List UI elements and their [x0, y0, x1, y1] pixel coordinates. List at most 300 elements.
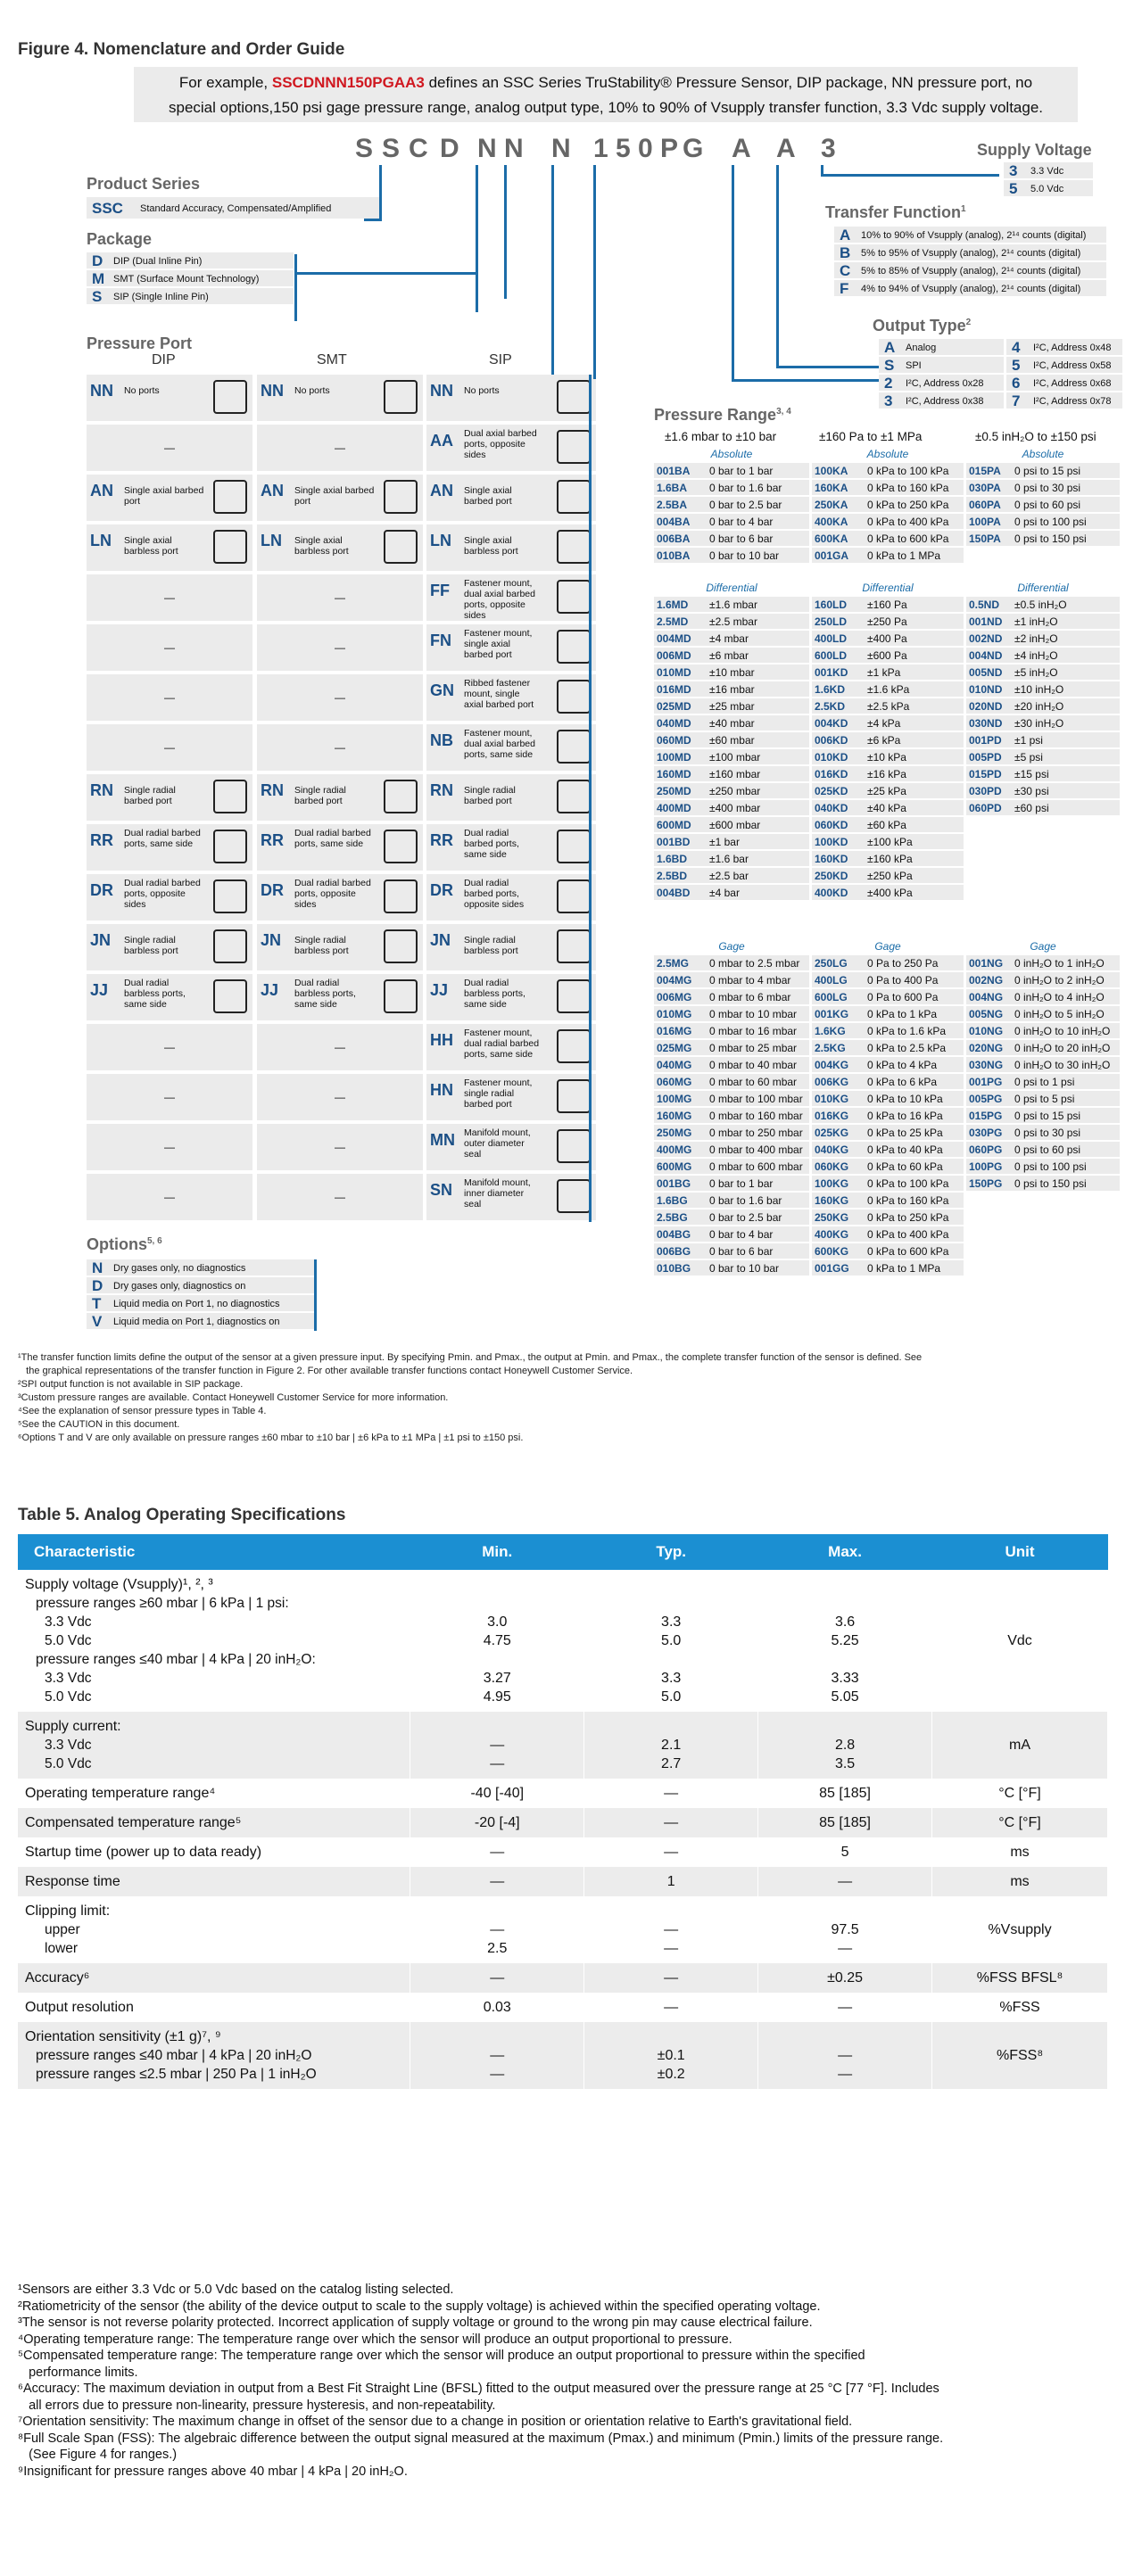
- connector: [504, 165, 507, 299]
- order-code-char: 3: [821, 134, 844, 163]
- range-row: [966, 480, 1120, 497]
- range-code: 004BG: [657, 1228, 691, 1241]
- sensor-icon: [557, 730, 591, 764]
- port-desc: Single axial barbless port: [124, 535, 178, 557]
- port-desc: Dual radial barbed ports, opposite sides: [464, 878, 525, 910]
- range-row: [812, 834, 964, 851]
- code-desc: I²C, Address 0x78: [1033, 396, 1112, 407]
- port-na: —: [164, 442, 175, 454]
- range-code: 016KD: [815, 768, 848, 780]
- spec-value: 3.5: [834, 1756, 856, 1771]
- code-desc: I²C, Address 0x58: [1033, 360, 1112, 371]
- range-value: ±1.6 bar: [709, 853, 749, 865]
- range-row: [654, 1125, 809, 1142]
- range-row: [812, 972, 964, 989]
- range-code: 1.6BD: [657, 853, 688, 865]
- sensor-icon: [557, 929, 591, 963]
- range-row: [812, 732, 964, 749]
- range-value: 0 kPa to 40 kPa: [867, 1144, 943, 1156]
- port-desc: Dual radial barbed ports, same side: [124, 828, 201, 849]
- range-value: ±1.6 kPa: [867, 683, 910, 696]
- range-code: 100KG: [815, 1177, 849, 1190]
- sensor-icon: [213, 830, 247, 863]
- spec-value: 3.33: [831, 1671, 859, 1686]
- sensor-icon: [213, 780, 247, 813]
- figure-footnote: ³Custom pressure ranges are available. Contact Honeywell Customer Service for more information.: [18, 1392, 449, 1403]
- port-cell: [257, 724, 423, 771]
- spec-typ: [584, 1570, 758, 1712]
- range-code: 1.6KD: [815, 683, 846, 696]
- col-characteristic: Characteristic: [18, 1534, 410, 1570]
- spec-value: —: [838, 2000, 853, 2015]
- port-cell: [87, 524, 252, 571]
- figure-footnote: the graphical representations of the transfer function in Figure 2. For other available transfer functions contact Honeywell Customer Service.: [18, 1366, 633, 1376]
- spec-min: [410, 1779, 584, 1808]
- spec-line: Supply current:: [25, 1719, 121, 1734]
- spec-unit: Vdc: [932, 1570, 1108, 1712]
- range-row: [812, 597, 964, 614]
- port-cell: [87, 475, 252, 521]
- range-row: [812, 1006, 964, 1023]
- code-key: 3: [884, 392, 893, 409]
- port-code: AN: [430, 482, 453, 500]
- range-code: 001PD: [969, 734, 1002, 747]
- port-code: GN: [430, 681, 454, 699]
- range-row: [812, 749, 964, 766]
- spec-value: [592, 1650, 750, 1669]
- range-code: 001KD: [815, 666, 848, 679]
- spec-value: —: [664, 2000, 679, 2015]
- figure-title: Figure 4. Nomenclature and Order Guide: [18, 40, 345, 59]
- port-desc: Single radial barbless port: [294, 935, 349, 956]
- port-na: —: [335, 442, 345, 454]
- port-cell: [87, 774, 252, 821]
- code-desc: Analog: [906, 343, 937, 353]
- figure-footnote: ⁶Options T and V are only available on pressure ranges ±60 mbar to ±10 bar | ±6 kPa to ±1 MPa | ±1 psi to ±150 psi.: [18, 1432, 524, 1443]
- spec-line: Accuracy⁶: [25, 1970, 90, 1986]
- order-code-char: S: [382, 134, 409, 163]
- range-value: 0 inH₂O to 5 inH₂O: [1014, 1008, 1105, 1020]
- range-value: ±600 Pa: [867, 649, 907, 662]
- range-value: ±1 kPa: [867, 666, 901, 679]
- connector: [732, 165, 734, 379]
- spec-value: —: [838, 2048, 853, 2063]
- spec-value: —: [490, 2067, 505, 2082]
- differential-ranges: [812, 580, 964, 902]
- range-code: 160MG: [657, 1110, 692, 1122]
- code-row: [879, 339, 1004, 357]
- port-desc: Single radial barbed port: [124, 785, 176, 806]
- spec-characteristic: [18, 1712, 410, 1779]
- code-key: 6: [1012, 375, 1021, 392]
- range-code: 2.5BG: [657, 1211, 688, 1224]
- package-title: Package: [87, 230, 153, 248]
- range-value: 0 kPa to 250 kPa: [867, 1211, 949, 1224]
- port-na: —: [335, 1191, 345, 1203]
- range-row: [966, 1125, 1120, 1142]
- spec-min: [410, 1808, 584, 1837]
- spec-max: [758, 1779, 932, 1808]
- order-code-char: 5: [616, 134, 639, 163]
- spec-characteristic: [18, 1993, 410, 2022]
- range-value: ±30 psi: [1014, 785, 1049, 797]
- range-value: 0 bar to 1 bar: [709, 1177, 774, 1190]
- range-code: 400LD: [815, 632, 848, 645]
- range-code: 001GG: [815, 1262, 849, 1275]
- spec-row: [18, 1963, 1108, 1993]
- code-row: [834, 244, 1106, 262]
- range-code: 030PG: [969, 1127, 1003, 1139]
- range-value: 0 kPa to 100 kPa: [867, 1177, 949, 1190]
- spec-value: [765, 1575, 924, 1594]
- port-cell: [257, 974, 423, 1020]
- port-cell: [426, 974, 596, 1020]
- port-desc: Dual radial barbless ports, same side: [124, 978, 186, 1010]
- range-code: 400MG: [657, 1144, 692, 1156]
- range-code: 2.5MD: [657, 615, 689, 628]
- spec-line: pressure ranges ≤40 mbar | 4 kPa | 20 inH₂O:: [36, 1652, 316, 1667]
- code-row: [1006, 339, 1122, 357]
- range-row: [812, 1210, 964, 1226]
- absolute-ranges: [966, 446, 1120, 548]
- range-value: ±6 kPa: [867, 734, 901, 747]
- port-desc: No ports: [124, 385, 160, 396]
- range-row: [966, 698, 1120, 715]
- range-code: 060PA: [969, 499, 1001, 511]
- range-value: ±10 inH₂O: [1014, 683, 1064, 696]
- range-row: [966, 614, 1120, 631]
- range-value: ±160 Pa: [867, 599, 907, 611]
- range-row: [654, 972, 809, 989]
- range-code: 2.5MG: [657, 957, 690, 970]
- port-code: NN: [430, 382, 453, 400]
- spec-line: Orientation sensitivity (±1 g)⁷, ⁹: [25, 2029, 221, 2044]
- range-row: [966, 681, 1120, 698]
- port-cell: [426, 774, 596, 821]
- spec-row: [18, 2022, 1108, 2089]
- spec-unit: ms: [932, 1837, 1108, 1867]
- code-row: [87, 1313, 314, 1331]
- range-row: [966, 1159, 1120, 1176]
- code-row: [834, 262, 1106, 280]
- range-row: [654, 1057, 809, 1074]
- table5-note: ²Ratiometricity of the sensor (the ability of the device output to scale to the supply voltage) is achieved within the specified operating voltage.: [18, 2299, 821, 2314]
- range-code: 010KG: [815, 1093, 849, 1105]
- code-desc: SIP (Single Inline Pin): [113, 292, 209, 302]
- range-code: 060PG: [969, 1144, 1003, 1156]
- range-code: 002NG: [969, 974, 1004, 987]
- spec-value: 4.75: [483, 1633, 511, 1648]
- spec-line: Compensated temperature range⁵: [25, 1815, 242, 1830]
- port-cell: [426, 425, 596, 471]
- range-row: [654, 834, 809, 851]
- range-row: [812, 817, 964, 834]
- range-value: ±40 mbar: [709, 717, 755, 730]
- spec-min: [410, 1712, 584, 1779]
- range-row: [812, 1243, 964, 1260]
- range-code: 002ND: [969, 632, 1003, 645]
- range-code: 010ND: [969, 683, 1003, 696]
- port-na: —: [335, 741, 345, 754]
- range-row: [812, 548, 964, 565]
- range-row: [654, 766, 809, 783]
- port-cell: [426, 1074, 596, 1120]
- range-row: [812, 715, 964, 732]
- spec-value: ±0.25: [827, 1970, 864, 1986]
- range-value: ±2.5 kPa: [867, 700, 910, 713]
- product-series-box: SSC Standard Accuracy, Compensated/Amplified: [87, 197, 381, 220]
- spec-max: [758, 1993, 932, 2022]
- range-value: 0 mbar to 6 mbar: [709, 991, 791, 1003]
- port-code: NN: [90, 382, 113, 400]
- code-row: [87, 1277, 314, 1295]
- spec-row: [18, 1993, 1108, 2022]
- port-cell: [257, 1124, 423, 1170]
- sensor-icon: [557, 830, 591, 863]
- port-cell: [426, 874, 596, 921]
- spec-characteristic: [18, 1867, 410, 1896]
- spec-max: [758, 1963, 932, 1993]
- range-code: 250KG: [815, 1211, 849, 1224]
- range-code: 400LG: [815, 974, 848, 987]
- code-key: S: [92, 288, 103, 305]
- spec-min: [410, 1993, 584, 2022]
- port-cell: [426, 1174, 596, 1220]
- range-code: 250LD: [815, 615, 848, 628]
- range-value: ±2.5 mbar: [709, 615, 757, 628]
- table5-note: (See Figure 4 for ranges.): [18, 2448, 178, 2462]
- spec-min: [410, 2022, 584, 2089]
- range-row: [966, 514, 1120, 531]
- range-code: 160MD: [657, 768, 691, 780]
- port-cell: [87, 974, 252, 1020]
- spec-value: —: [664, 1922, 679, 1937]
- range-value: 0 mbar to 600 mbar: [709, 1160, 803, 1173]
- spec-value: [592, 2027, 750, 2046]
- range-code: 006BA: [657, 533, 691, 545]
- port-desc: Single axial barbless port: [464, 535, 518, 557]
- range-code: 250MD: [657, 785, 691, 797]
- spec-typ: [584, 1837, 758, 1867]
- spec-typ: [584, 1867, 758, 1896]
- range-value: 0 kPa to 600 kPa: [867, 1245, 949, 1258]
- code-row: [879, 375, 1004, 392]
- range-value: 0 kPa to 1.6 kPa: [867, 1025, 947, 1037]
- range-value: ±6 mbar: [709, 649, 749, 662]
- spec-unit: %Vsupply: [932, 1896, 1108, 1963]
- range-value: 0 mbar to 10 mbar: [709, 1008, 798, 1020]
- code-row: [1006, 357, 1122, 375]
- port-desc: Single radial barbless port: [464, 935, 518, 956]
- range-value: ±5 psi: [1014, 751, 1043, 764]
- port-desc: Fastener mount, dual axial barbed ports, opposite sides: [464, 578, 535, 621]
- range-code: 150PG: [969, 1177, 1003, 1190]
- code-desc: I²C, Address 0x48: [1033, 343, 1112, 353]
- spec-typ: [584, 1712, 758, 1779]
- range-value: 0 inH₂O to 4 inH₂O: [1014, 991, 1105, 1003]
- spec-min: [410, 1896, 584, 1963]
- range-group-label: Gage: [718, 940, 745, 953]
- range-code: 001PG: [969, 1076, 1003, 1088]
- spec-value: —: [490, 2048, 505, 2063]
- port-na: —: [335, 1091, 345, 1103]
- spec-value: 2.5: [487, 1941, 508, 1956]
- code-row: [1004, 180, 1093, 198]
- range-value: ±160 mbar: [709, 768, 761, 780]
- range-row: [812, 1193, 964, 1210]
- spec-value: 5.0: [661, 1689, 682, 1705]
- sensor-icon: [557, 680, 591, 714]
- range-code: 001NG: [969, 957, 1004, 970]
- transfer-function-box: [834, 227, 1106, 298]
- range-code: 001ND: [969, 615, 1003, 628]
- range-code: 004BA: [657, 516, 691, 528]
- output-type-title: Output Type$^2$: [873, 317, 972, 334]
- range-row: [966, 463, 1120, 480]
- range-code: 001BG: [657, 1177, 691, 1190]
- sensor-icon: [557, 979, 591, 1013]
- port-desc: Dual radial barbless ports, same side: [294, 978, 356, 1010]
- range-code: 060MD: [657, 734, 691, 747]
- port-cell: [257, 624, 423, 671]
- example-box: For example, SSCDNNN150PGAA3 defines an SSC Series TruStability® Pressure Sensor, DIP package, NN pressure port, no special options,150 psi gage pressure range, analog output type, 10% to 90% of Vsupply transfer function, 3.3 Vdc supply voltage.: [134, 67, 1078, 122]
- spec-line: Response time: [25, 1874, 120, 1889]
- port-na: —: [164, 741, 175, 754]
- port-cell: [257, 774, 423, 821]
- range-value: 0 mbar to 2.5 mbar: [709, 957, 800, 970]
- port-cell: [257, 375, 423, 421]
- code-desc: DIP (Dual Inline Pin): [113, 256, 203, 267]
- sensor-icon: [557, 380, 591, 414]
- spec-value: 2.1: [661, 1738, 682, 1753]
- spec-value: 5.0: [661, 1633, 682, 1648]
- range-code: 004KG: [815, 1059, 849, 1071]
- code-key: T: [92, 1295, 102, 1312]
- port-desc: Manifold mount, inner diameter seal: [464, 1177, 531, 1210]
- spec-unit: %FSS⁸: [932, 2022, 1108, 2089]
- order-code-char: P: [660, 134, 687, 163]
- code-desc: SMT (Surface Mount Technology): [113, 274, 260, 285]
- range-row: [654, 480, 809, 497]
- range-value: 0 mbar to 40 mbar: [709, 1059, 798, 1071]
- range-code: 020NG: [969, 1042, 1004, 1054]
- code-desc: 5.0 Vdc: [1030, 184, 1064, 194]
- spec-line: pressure ranges ≤2.5 mbar | 250 Pa | 1 inH₂O: [36, 2067, 317, 2082]
- range-code: 004KD: [815, 717, 848, 730]
- range-code: 2.5KG: [815, 1042, 846, 1054]
- col-typ: Typ.: [584, 1534, 758, 1570]
- range-value: 0 bar to 4 bar: [709, 516, 774, 528]
- package-box: [87, 252, 294, 306]
- spec-value: [418, 1575, 576, 1594]
- code-key: F: [840, 280, 849, 297]
- port-cell: [426, 674, 596, 721]
- port-cell: [257, 574, 423, 621]
- spec-value: 3.6: [834, 1614, 856, 1630]
- code-desc: I²C, Address 0x28: [906, 378, 984, 389]
- range-code: 060KG: [815, 1160, 849, 1173]
- range-row: [654, 1159, 809, 1176]
- range-code: 040KG: [815, 1144, 849, 1156]
- port-code: LN: [430, 532, 451, 549]
- spec-value: -20 [-4]: [474, 1815, 520, 1830]
- range-row: [812, 783, 964, 800]
- range-value: 0 bar to 1 bar: [709, 465, 774, 477]
- sensor-icon: [213, 929, 247, 963]
- port-cell: [426, 475, 596, 521]
- range-code: 004MD: [657, 632, 691, 645]
- order-code-char: S: [355, 134, 382, 163]
- code-desc: Liquid media on Port 1, no diagnostics: [113, 1299, 280, 1309]
- spec-max: [758, 1867, 932, 1896]
- port-cell: [257, 1024, 423, 1070]
- sensor-icon: [557, 580, 591, 614]
- range-code: 006MG: [657, 991, 692, 1003]
- code-key: 4: [1012, 339, 1021, 356]
- spec-line: 5.0 Vdc: [45, 1633, 92, 1648]
- spec-value: -40 [-40]: [470, 1786, 525, 1801]
- connector: [732, 379, 879, 382]
- range-row: [812, 463, 964, 480]
- figure-footnote: ²SPI output function is not available in SIP package.: [18, 1379, 244, 1390]
- spec-line: Startup time (power up to data ready): [25, 1845, 262, 1860]
- port-cell: [87, 1174, 252, 1220]
- port-cell: [87, 674, 252, 721]
- range-value: ±2 inH₂O: [1014, 632, 1058, 645]
- range-value: 0 mbar to 16 mbar: [709, 1025, 798, 1037]
- spec-line: 3.3 Vdc: [45, 1671, 92, 1686]
- absolute-ranges: [812, 446, 964, 565]
- code-row: [87, 270, 294, 288]
- range-value: 0 mbar to 250 mbar: [709, 1127, 803, 1139]
- range-code: 100KD: [815, 836, 848, 848]
- range-row: [966, 1176, 1120, 1193]
- range-value: ±4 bar: [709, 887, 740, 899]
- range-value: ±60 psi: [1014, 802, 1049, 814]
- range-group-label: Absolute: [710, 448, 753, 460]
- supply-voltage-title: Supply Voltage: [977, 141, 1092, 159]
- port-col-smt: SMT: [317, 352, 347, 367]
- spec-value: ±0.2: [657, 2067, 685, 2082]
- range-value: 0 psi to 30 psi: [1014, 1127, 1081, 1139]
- port-na: —: [164, 1041, 175, 1053]
- port-code: SN: [430, 1181, 453, 1199]
- spec-line: Clipping limit:: [25, 1903, 111, 1919]
- code-desc: 4% to 94% of Vsupply (analog), 2¹⁴ counts (digital): [861, 284, 1081, 294]
- port-cell: [257, 924, 423, 970]
- pressure-range-title: Pressure Range$^{3, 4}$: [654, 406, 791, 424]
- analog-spec-table: [18, 1534, 1108, 2089]
- range-code: 040KD: [815, 802, 848, 814]
- range-row: [654, 1226, 809, 1243]
- range-value: 0 kPa to 4 kPa: [867, 1059, 938, 1071]
- range-code: 025KG: [815, 1127, 849, 1139]
- range-value: 0 kPa to 10 kPa: [867, 1093, 943, 1105]
- range-row: [654, 681, 809, 698]
- port-cell: [87, 574, 252, 621]
- spec-value: [592, 1594, 750, 1613]
- range-value: ±1 psi: [1014, 734, 1043, 747]
- differential-ranges: [966, 580, 1120, 817]
- port-cell: [87, 874, 252, 921]
- port-na: —: [164, 591, 175, 604]
- range-row: [812, 955, 964, 972]
- code-desc: I²C, Address 0x38: [906, 396, 984, 407]
- sensor-icon: [557, 1079, 591, 1113]
- range-code: 060PD: [969, 802, 1002, 814]
- range-value: ±30 inH₂O: [1014, 717, 1064, 730]
- spec-value: [765, 2027, 924, 2046]
